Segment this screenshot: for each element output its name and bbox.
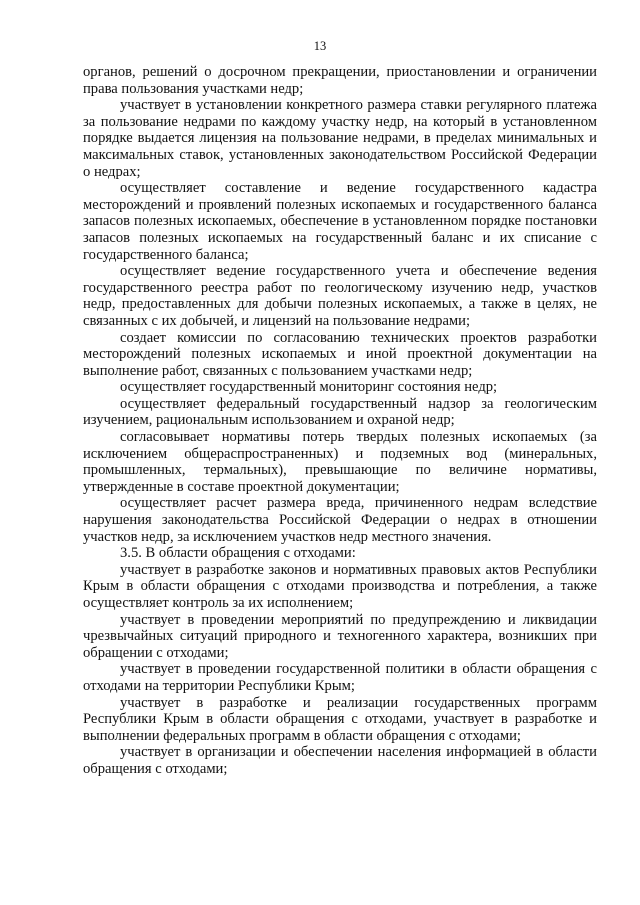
page-number: 13 [313,39,327,53]
paragraph: осуществляет федеральный государственный надзор за геологическим изучением, рациональным использованием и охраной недр; [83,395,597,429]
paragraph: осуществляет государственный мониторинг состояния недр; [120,379,498,396]
paragraph: осуществляет расчет размера вреда, причиненного недрам вследствие нарушения законодательства Российской Федерации о недрах в отношении участков недр, за исключением участков недр местного значения. [83,495,597,545]
paragraph: осуществляет составление и ведение государственного кадастра месторождений и проявлений полезных ископаемых и государственного баланса запасов полезных ископаемых, обеспечение в установленном порядке постановки запасов полезных ископаемых на государственный баланс и их списание с государственного баланса; [83,180,597,263]
paragraph: участвует в разработке и реализации государственных программ Республики Крым в области обращения с отходами, участвует в разработке и выполнении федеральных программ в области обращения с отходами; [83,694,597,744]
paragraph: создает комиссии по согласованию технических проектов разработки месторождений полезных ископаемых и иной проектной документации на выполнение работ, связанных с пользованием участками недр; [83,329,597,379]
paragraph: органов, решений о досрочном прекращении, приостановлении и ограничении права пользования участками недр; [83,64,597,97]
paragraph: участвует в установлении конкретного размера ставки регулярного платежа за пользование недрами по каждому участку недр, на который в установленном порядке выдается лицензия на пользование недрами, в пределах минимальных и максимальных ставок, установленных законодательством Российской Федерации о недрах; [83,97,597,180]
document-body [83,64,597,778]
paragraph: участвует в разработке законов и нормативных правовых актов Республики Крым в области обращения с отходами производства и потребления, а также осуществляет контроль за их исполнением; [83,561,597,611]
section-heading: 3.5. В области обращения с отходами: [120,545,356,562]
paragraph: участвует в организации и обеспечении населения информацией в области обращения с отходами; [83,744,597,777]
paragraph: согласовывает нормативы потерь твердых полезных ископаемых (за исключением общераспространенных) и подземных вод (минеральных, промышленных, термальных), превышающие по величине нормативы, утвержденные в составе проектной документации; [83,429,597,495]
paragraph: участвует в проведении мероприятий по предупреждению и ликвидации чрезвычайных ситуаций природного и техногенного характера, возникших при обращении с отходами; [83,611,597,661]
paragraph: участвует в проведении государственной политики в области обращения с отходами на территории Республики Крым; [83,661,597,694]
paragraph: осуществляет ведение государственного учета и обеспечение ведения государственного реестра работ по геологическому изучению недр, участков недр, предоставленных для добычи полезных ископаемых, а также в целях, не связанных с их добычей, и лицензий на пользование недрами; [83,263,597,329]
